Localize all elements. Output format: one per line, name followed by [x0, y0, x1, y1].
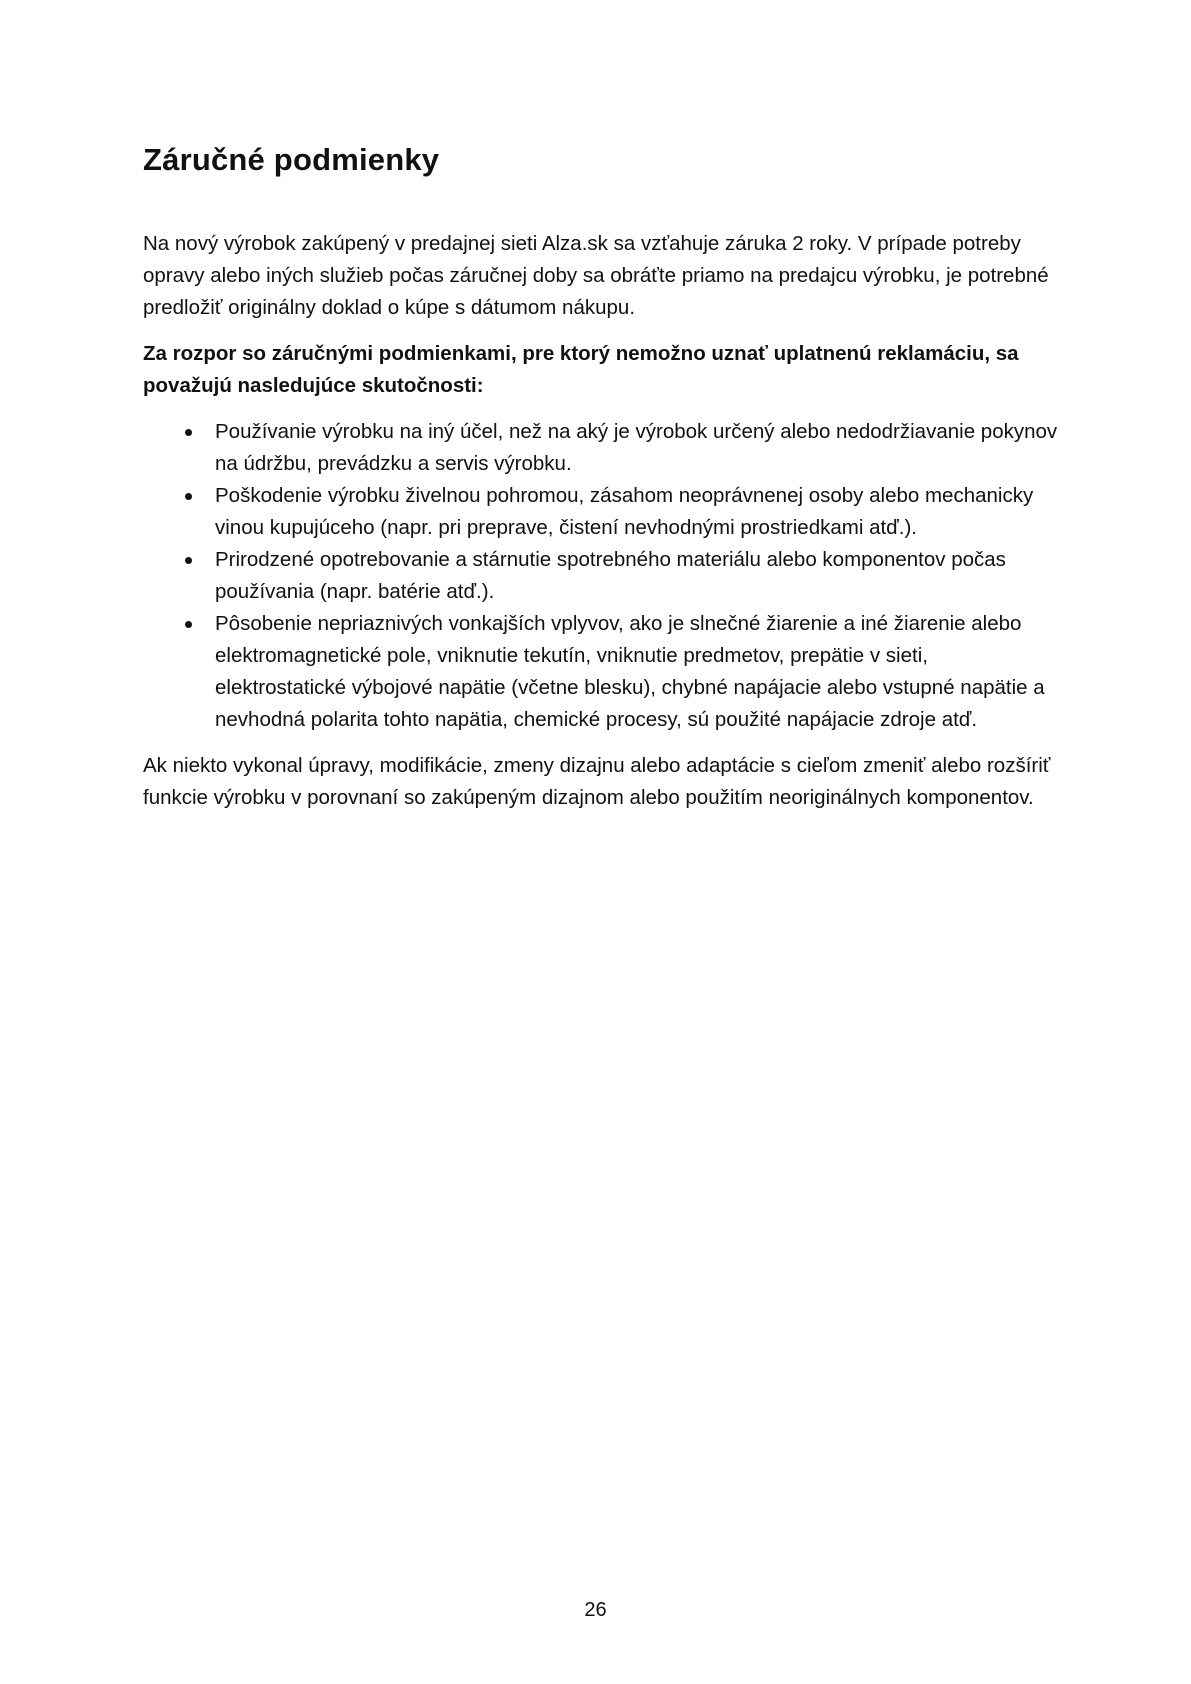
- list-item-text: Prirodzené opotrebovanie a stárnutie spotrebného materiálu alebo komponentov počas používania (napr. batérie atď.).: [215, 548, 1006, 603]
- list-item-text: Používanie výrobku na iný účel, než na aký je výrobok určený alebo nedodržiavanie pokynov na údržbu, prevádzku a servis výrobku.: [215, 420, 1058, 475]
- bullet-icon: [185, 621, 192, 628]
- page-title: Záručné podmienky: [143, 142, 440, 177]
- list-item: [143, 480, 1063, 544]
- list-item: [143, 608, 1063, 736]
- list-item-text: Poškodenie výrobku živelnou pohromou, zásahom neoprávnenej osoby alebo mechanicky vinou kupujúceho (napr. pri preprave, čistení nevhodnými prostriedkami atď.).: [215, 484, 1034, 539]
- list-item: [143, 544, 1063, 608]
- exclusions-list: [143, 416, 1063, 736]
- list-item: [143, 416, 1063, 480]
- bullet-icon: [185, 493, 192, 500]
- warranty-exclusions-heading: Za rozpor so záručnými podmienkami, pre ktorý nemožno uznať uplatnenú reklamáciu, sa považujú nasledujúce skutočnosti:: [143, 342, 1019, 397]
- bullet-icon: [185, 557, 192, 564]
- outro-paragraph: Ak niekto vykonal úpravy, modifikácie, zmeny dizajnu alebo adaptácie s cieľom zmeniť alebo rozšíriť funkcie výrobku v porovnaní so zakúpeným dizajnom alebo použitím neoriginálnych komponentov.: [143, 754, 1051, 809]
- intro-paragraph: Na nový výrobok zakúpený v predajnej sieti Alza.sk sa vzťahuje záruka 2 roky. V prípade potreby opravy alebo iných služieb počas záručnej doby sa obráťte priamo na predajcu výrobku, je potrebné predložiť originálny doklad o kúpe s dátumom nákupu.: [143, 232, 1049, 319]
- page-number: 26: [584, 1599, 607, 1621]
- list-item-text: Pôsobenie nepriaznivých vonkajších vplyvov, ako je slnečné žiarenie a iné žiarenie alebo elektromagnetické pole, vniknutie tekutín, vniknutie predmetov, prepätie v sieti, elektrostatické výbojové napätie (včetne blesku), chybné napájacie alebo vstupné napätie a nevhodná polarita tohto napätia, chemické procesy, sú použité napájacie zdroje atď.: [215, 612, 1045, 731]
- page-content: [143, 140, 1063, 814]
- bullet-icon: [185, 429, 192, 436]
